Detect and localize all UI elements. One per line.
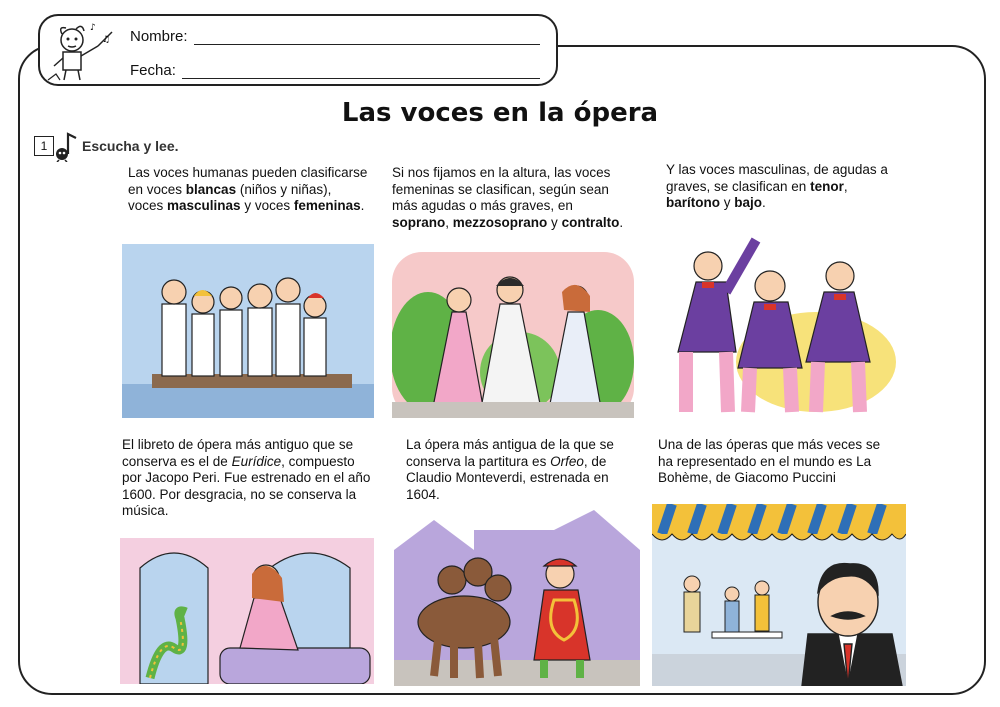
date-field[interactable]	[130, 62, 540, 79]
music-note-icon	[52, 130, 80, 162]
exercise-instruction: Escucha y lee.	[82, 138, 179, 154]
panel-text-boheme: Una de las óperas que más veces se ha representado en el mundo es La Bohème, de Giacomo Puccini	[658, 437, 881, 485]
date-line[interactable]	[182, 64, 540, 79]
exercise-header	[34, 130, 179, 162]
page-title: Las voces en la ópera	[341, 98, 659, 128]
svg-text:♫: ♫	[102, 35, 111, 45]
name-field[interactable]	[130, 28, 540, 45]
children-choir-illustration	[122, 244, 374, 418]
exercise-number: 1	[34, 136, 54, 156]
panel-text-voices: Las voces humanas pueden clasificarse en voces blancas (niños y niñas), voces masculinas y voces femeninas.	[128, 165, 368, 213]
name-line[interactable]	[194, 30, 540, 45]
male-singers-illustration	[656, 222, 906, 418]
boheme-illustration	[652, 504, 906, 686]
panel-text-male-voices: Y las voces masculinas, de agudas a graves, se clasifican en tenor, barítono y bajo.	[666, 162, 888, 210]
name-label: Nombre:	[130, 28, 188, 45]
conductor-mascot-icon	[46, 20, 118, 82]
panel-text-orfeo: La ópera más antigua de la que se conserva la partitura es Orfeo, de Claudio Monteverdi, estrenada en 1604.	[406, 437, 614, 502]
euridice-illustration	[120, 538, 374, 684]
svg-text:♪: ♪	[90, 23, 96, 33]
female-singers-illustration	[392, 252, 634, 418]
panel-text-euridice: El libreto de ópera más antiguo que se conserva es el de Eurídice, compuesto por Jacopo Peri. Fue estrenado en el año 1600. Por desgracia, no se conserva la música.	[122, 437, 371, 518]
header-box	[38, 14, 558, 86]
orfeo-illustration	[394, 510, 640, 686]
date-label: Fecha:	[130, 62, 176, 79]
panel-text-female-voices: Si nos fijamos en la altura, las voces femeninas se clasifican, según sean más agudas o más graves, en soprano, mezzosoprano y contralto.	[392, 165, 624, 230]
